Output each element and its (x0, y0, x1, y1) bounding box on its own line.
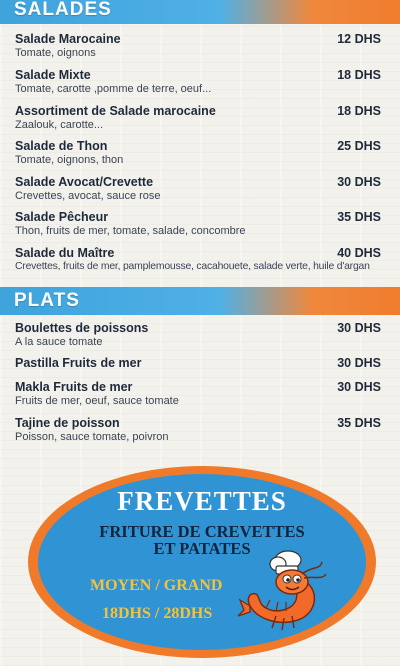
menu-item (15, 416, 381, 443)
item-price: 18 DHS (337, 104, 381, 118)
item-name: Salade Mixte (15, 68, 91, 82)
promo-title: FREVETTES (117, 486, 287, 516)
item-price: 30 DHS (337, 321, 381, 335)
item-price: 30 DHS (337, 380, 381, 394)
menu-item (15, 246, 381, 272)
item-name: Pastilla Fruits de mer (15, 356, 142, 370)
item-description: Crevettes, fruits de mer, pamplemousse, cacahouete, salade verte, huile d'argan (15, 261, 370, 272)
promo-subtitle-line2: ET PATATES (153, 539, 251, 558)
menu-item (15, 380, 381, 407)
item-name: Tajine de poisson (15, 416, 120, 430)
item-description: Poisson, sauce tomate, poivron (15, 431, 169, 443)
item-price: 35 DHS (337, 210, 381, 224)
menu-item (15, 210, 381, 237)
item-name: Salade Marocaine (15, 32, 121, 46)
item-description: Tomate, carotte ,pomme de terre, oeuf... (15, 83, 212, 95)
item-description: A la sauce tomate (15, 336, 103, 348)
promo-sizes: MOYEN / GRAND (90, 577, 223, 594)
menu-item (15, 68, 381, 95)
section-header-salades (0, 0, 400, 24)
item-name: Boulettes de poissons (15, 321, 149, 335)
item-price: 30 DHS (337, 356, 381, 370)
menu-item (15, 139, 381, 166)
section-header-plats (0, 287, 400, 315)
item-price: 25 DHS (337, 139, 381, 153)
item-description: Thon, fruits de mer, tomate, salade, concombre (15, 225, 246, 237)
item-name: Assortiment de Salade marocaine (15, 104, 216, 118)
promo-badge (28, 466, 376, 658)
section-title: SALADES (14, 0, 112, 20)
item-description: Zaalouk, carotte... (15, 119, 104, 131)
item-description: Crevettes, avocat, sauce rose (15, 190, 161, 202)
item-price: 18 DHS (337, 68, 381, 82)
item-name: Makla Fruits de mer (15, 380, 133, 394)
menu-item (15, 321, 381, 348)
item-name: Salade Avocat/Crevette (15, 175, 154, 189)
menu-item (15, 175, 381, 202)
item-price: 40 DHS (337, 246, 381, 260)
promo-subtitle-line1: FRITURE DE CREVETTES (99, 522, 305, 541)
item-name: Salade de Thon (15, 139, 108, 153)
item-price: 12 DHS (337, 32, 381, 46)
item-description: Fruits de mer, oeuf, sauce tomate (15, 395, 179, 407)
section-title: PLATS (14, 290, 80, 311)
item-price: 35 DHS (337, 416, 381, 430)
promo-prices: 18DHS / 28DHS (102, 605, 213, 622)
menu-item (15, 32, 381, 59)
shrimp-chef-icon (236, 548, 328, 634)
menu-item (15, 356, 381, 370)
item-description: Tomate, oignons (15, 47, 96, 59)
item-name: Salade du Maître (15, 246, 115, 260)
item-description: Tomate, oignons, thon (15, 154, 124, 166)
item-price: 30 DHS (337, 175, 381, 189)
menu-item (15, 104, 381, 131)
item-name: Salade Pêcheur (15, 210, 109, 224)
